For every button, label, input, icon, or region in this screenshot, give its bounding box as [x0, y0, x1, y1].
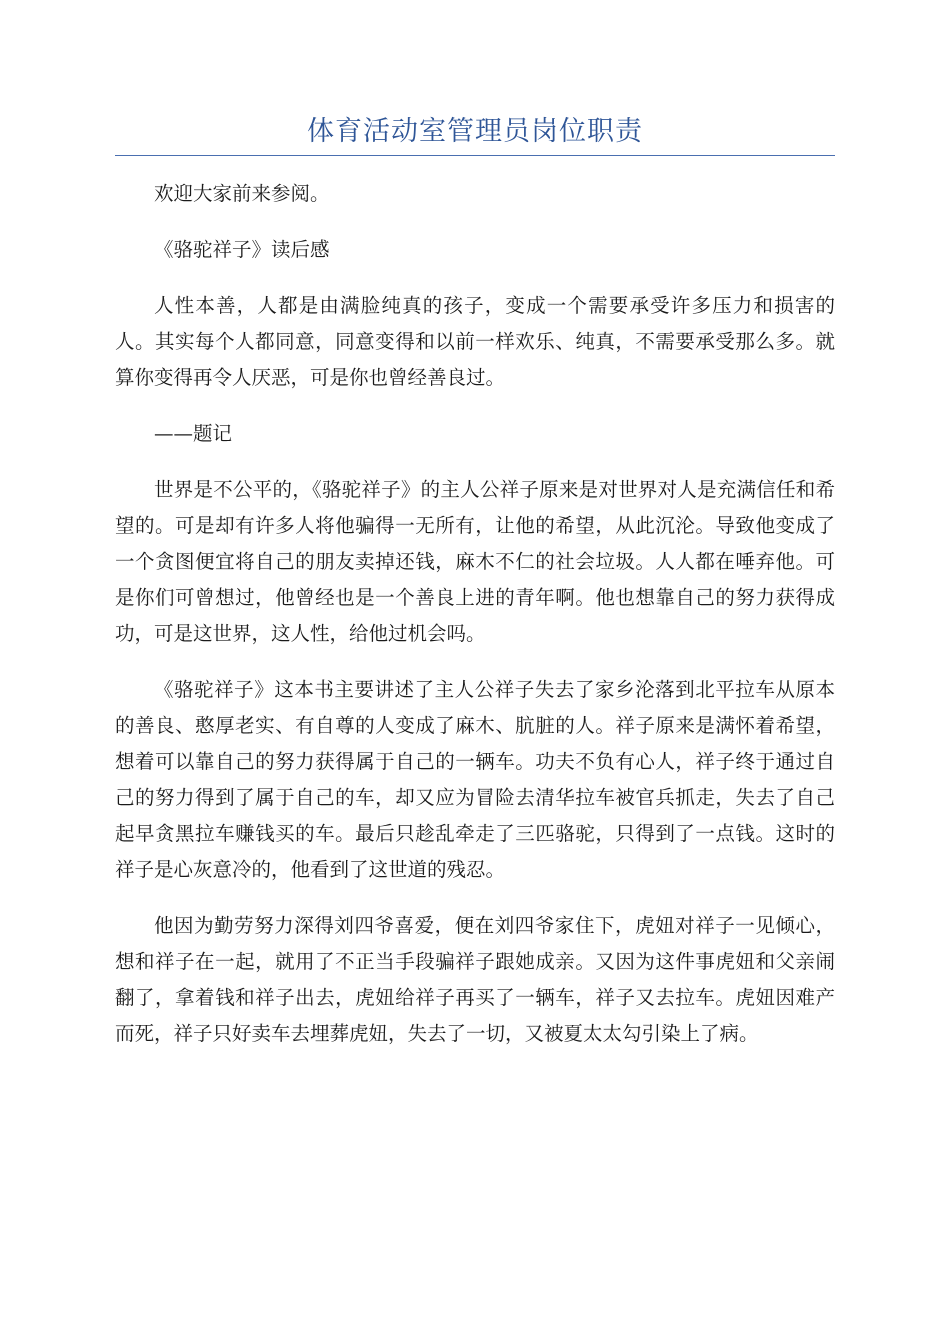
paragraph-welcome: 欢迎大家前来参阅。 [154, 182, 330, 205]
title-underline [115, 155, 835, 156]
paragraph-body: 他因为勤劳努力深得刘四爷喜爱，便在刘四爷家住下，虎妞对祥子一见倾心，想和祥子在一起，就用了不正当手段骗祥子跟她成亲。又因为这件事虎妞和父亲闹翻了，拿着钱和祥子出去，虎妞给祥子再买了一辆车，祥子又去拉车。虎妞因难产而死，祥子只好卖车去埋葬虎妞，失去了一切，又被夏太太勾引染上了病。 [115, 914, 835, 1045]
paragraph-epigraph: 人性本善，人都是由满脸纯真的孩子，变成一个需要承受许多压力和损害的人。其实每个人都同意，同意变得和以前一样欢乐、纯真，不需要承受那么多。就算你变得再令人厌恶，可是你也曾经善良过。 [115, 294, 835, 389]
title-block [115, 110, 835, 156]
document-title: 体育活动室管理员岗位职责 [307, 116, 643, 147]
paragraph-body: 《骆驼祥子》这本书主要讲述了主人公祥子失去了家乡沦落到北平拉车从原本的善良、憨厚老实、有自尊的人变成了麻木、肮脏的人。祥子原来是满怀着希望，想着可以靠自己的努力获得属于自己的一辆车。功夫不负有心人，祥子终于通过自己的努力得到了属于自己的车，却又应为冒险去清华拉车被官兵抓走，失去了自己起早贪黑拉车赚钱买的车。最后只趁乱牵走了三匹骆驼，只得到了一点钱。这时的祥子是心灰意冷的，他看到了这世道的残忍。 [115, 678, 835, 881]
paragraph-heading: 《骆驼祥子》读后感 [154, 238, 330, 261]
paragraph-body: 世界是不公平的，《骆驼祥子》的主人公祥子原来是对世界对人是充满信任和希望的。可是却有许多人将他骗得一无所有，让他的希望，从此沉沦。导致他变成了一个贪图便宜将自己的朋友卖掉还钱，麻木不仁的社会垃圾。人人都在唾弃他。可是你们可曾想过，他曾经也是一个善良上进的青年啊。他也想靠自己的努力获得成功，可是这世界，这人性，给他过机会吗。 [115, 478, 835, 645]
document-body [115, 176, 835, 1072]
paragraph-epigraph-attribution: ——题记 [154, 422, 233, 445]
